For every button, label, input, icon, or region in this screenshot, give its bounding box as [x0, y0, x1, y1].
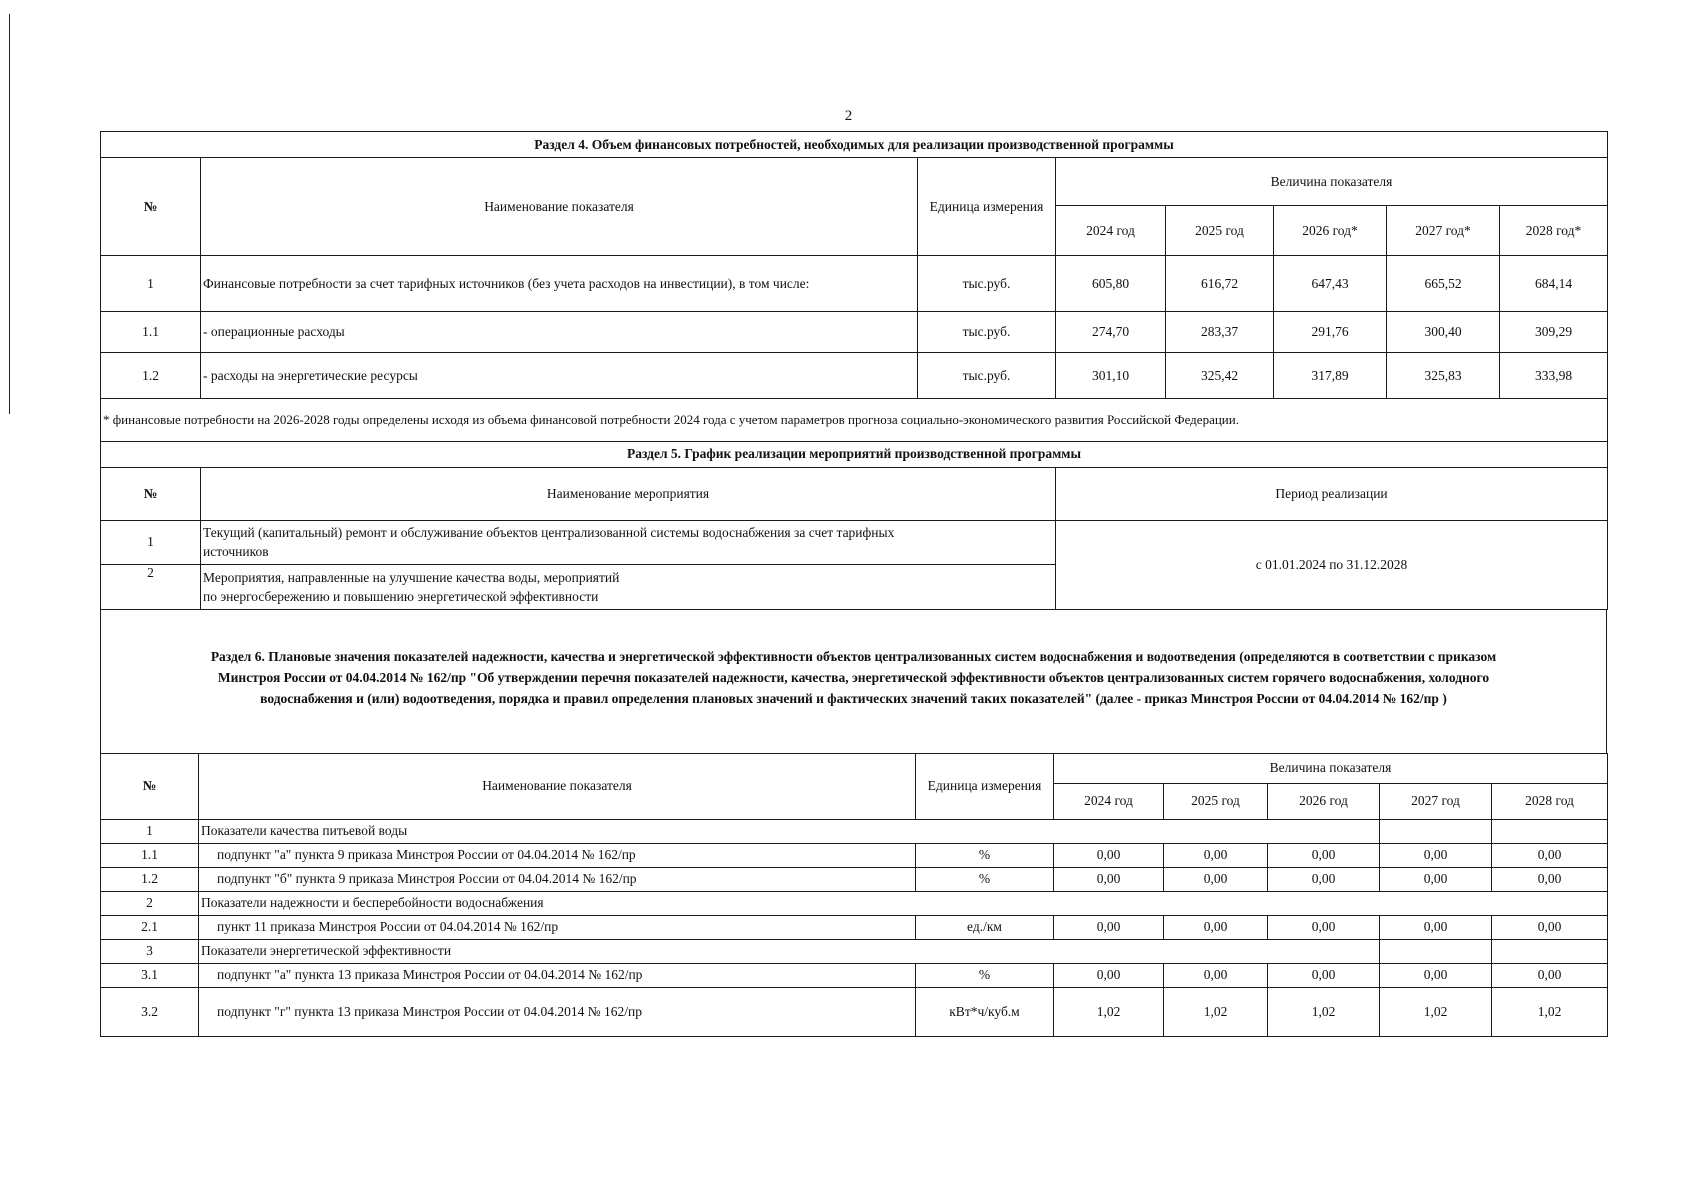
s6-value: 1,02	[1380, 987, 1492, 1036]
s4-value: 325,42	[1166, 353, 1274, 399]
s5-col-name: Наименование мероприятия	[201, 467, 1056, 520]
s6-row-unit: %	[916, 867, 1054, 891]
s4-value: 274,70	[1056, 312, 1166, 353]
s4-col-value: Величина показателя	[1056, 158, 1608, 206]
s5-row-name	[201, 564, 1056, 609]
s6-year: 2025 год	[1164, 783, 1268, 819]
s6-row-name: подпункт "б" пункта 9 приказа Минстроя России от 04.04.2014 № 162/пр	[199, 867, 916, 891]
s6-value: 0,00	[1492, 843, 1608, 867]
table-row	[101, 915, 1608, 939]
s6-row-unit: ед./км	[916, 915, 1054, 939]
s4-footnote: * финансовые потребности на 2026-2028 годы определены исходя из объема финансовой потребности 2024 года с учетом параметров прогноза социально-экономического развития Российской Федерации.	[101, 399, 1608, 442]
s4-year: 2024 год	[1056, 206, 1166, 256]
group-row	[101, 819, 1608, 843]
section5-table	[100, 441, 1608, 610]
s6-year: 2026 год	[1268, 783, 1380, 819]
s4-row-name: Финансовые потребности за счет тарифных источников (без учета расходов на инвестиции), в том числе:	[201, 256, 918, 312]
group-row	[101, 939, 1608, 963]
s6-value: 0,00	[1268, 843, 1380, 867]
s6-row-name: пункт 11 приказа Минстроя России от 04.04.2014 № 162/пр	[199, 915, 916, 939]
s6-row-no: 3.1	[101, 963, 199, 987]
s6-value: 1,02	[1268, 987, 1380, 1036]
table-row	[101, 843, 1608, 867]
s5-col-period: Период реализации	[1056, 467, 1608, 520]
s6-col-no: №	[101, 753, 199, 819]
table-row	[101, 353, 1608, 399]
s4-value: 317,89	[1274, 353, 1387, 399]
s4-value: 309,29	[1500, 312, 1608, 353]
table-row	[101, 963, 1608, 987]
s5-row-name-line: источников	[203, 544, 269, 559]
s4-year: 2026 год*	[1274, 206, 1387, 256]
s6-row-no: 3.2	[101, 987, 199, 1036]
section6-title-line: водоснабжения и (или) водоотведения, порядка и правил определения плановых значений и фактических значений таких показателей" (далее - приказ Минстроя России от 04.04.2014 № 162/пр )	[260, 690, 1447, 706]
s6-value: 0,00	[1492, 963, 1608, 987]
s4-col-name: Наименование показателя	[201, 158, 918, 256]
s5-row-name-line: Мероприятия, направленные на улучшение качества воды, мероприятий	[203, 569, 620, 585]
table-row	[101, 256, 1608, 312]
s6-year: 2027 год	[1380, 783, 1492, 819]
group-row	[101, 891, 1608, 915]
s6-value: 0,00	[1380, 915, 1492, 939]
s6-value: 0,00	[1164, 963, 1268, 987]
s4-col-unit: Единица измерения	[918, 158, 1056, 256]
s4-col-no: №	[101, 158, 201, 256]
section5-title: Раздел 5. График реализации мероприятий производственной программы	[101, 441, 1608, 467]
document	[100, 131, 1607, 1037]
s6-value: 0,00	[1492, 867, 1608, 891]
table-row	[101, 987, 1608, 1036]
section6-title	[100, 610, 1607, 753]
s6-row-no: 1.2	[101, 867, 199, 891]
s6-value: 0,00	[1164, 867, 1268, 891]
s5-col-no: №	[101, 467, 201, 520]
s4-row-name: - расходы на энергетические ресурсы	[201, 353, 918, 399]
s4-row-no: 1	[101, 256, 201, 312]
s6-value: 0,00	[1268, 915, 1380, 939]
s4-value: 665,52	[1387, 256, 1500, 312]
s4-row-unit: тыс.руб.	[918, 256, 1056, 312]
s6-value: 0,00	[1492, 915, 1608, 939]
s6-group-name: Показатели надежности и бесперебойности водоснабжения	[199, 891, 1608, 915]
table-row	[101, 520, 1608, 564]
s6-group-no: 1	[101, 819, 199, 843]
s4-row-unit: тыс.руб.	[918, 353, 1056, 399]
s6-group-name: Показатели качества питьевой воды	[199, 819, 1380, 843]
s4-row-no: 1.1	[101, 312, 201, 353]
section6-title-line: Раздел 6. Плановые значения показателей надежности, качества и энергетической эффективности объектов централизованных систем водоснабжения и водоотведения (определяются в соответствии с приказом	[210, 648, 1497, 664]
s6-group-name: Показатели энергетической эффективности	[199, 939, 1380, 963]
s5-row-no: 2	[101, 564, 201, 609]
s6-value: 0,00	[1054, 915, 1164, 939]
s6-value: 1,02	[1164, 987, 1268, 1036]
s5-period: с 01.01.2024 по 31.12.2028	[1056, 520, 1608, 609]
s6-group-no: 3	[101, 939, 199, 963]
s4-row-no: 1.2	[101, 353, 201, 399]
s4-year: 2028 год*	[1500, 206, 1608, 256]
s4-value: 291,76	[1274, 312, 1387, 353]
s6-col-value: Величина показателя	[1054, 753, 1608, 783]
s4-row-name: - операционные расходы	[201, 312, 918, 353]
s4-year: 2027 год*	[1387, 206, 1500, 256]
s6-row-name: подпункт "а" пункта 13 приказа Минстроя России от 04.04.2014 № 162/пр	[199, 963, 916, 987]
s6-value: 1,02	[1054, 987, 1164, 1036]
s6-col-unit: Единица измерения	[916, 753, 1054, 819]
section4-table	[100, 131, 1608, 442]
s6-row-unit: кВт*ч/куб.м	[916, 987, 1054, 1036]
section6-table	[100, 753, 1608, 1037]
table-row	[101, 312, 1608, 353]
s6-value: 0,00	[1164, 915, 1268, 939]
s6-year: 2024 год	[1054, 783, 1164, 819]
s6-row-name: подпункт "г" пункта 13 приказа Минстроя России от 04.04.2014 № 162/пр	[199, 987, 916, 1036]
section4-title: Раздел 4. Объем финансовых потребностей, необходимых для реализации производственной программы	[101, 132, 1608, 158]
s6-value: 0,00	[1054, 867, 1164, 891]
s6-col-name: Наименование показателя	[199, 753, 916, 819]
s4-value: 283,37	[1166, 312, 1274, 353]
s6-value: 0,00	[1268, 963, 1380, 987]
s6-value: 0,00	[1054, 963, 1164, 987]
s6-value: 0,00	[1380, 867, 1492, 891]
s6-row-no: 1.1	[101, 843, 199, 867]
s4-row-unit: тыс.руб.	[918, 312, 1056, 353]
s4-value: 333,98	[1500, 353, 1608, 399]
s6-value: 0,00	[1054, 843, 1164, 867]
page-number: 2	[844, 108, 853, 124]
s4-year: 2025 год	[1166, 206, 1274, 256]
s6-row-unit: %	[916, 963, 1054, 987]
s4-value: 300,40	[1387, 312, 1500, 353]
margin-line	[9, 14, 10, 414]
s6-value: 0,00	[1380, 963, 1492, 987]
s5-row-name-line: Текущий (капитальный) ремонт и обслуживание объектов централизованной системы водоснабжения за счет тарифных	[203, 525, 895, 540]
s6-value: 0,00	[1268, 867, 1380, 891]
s5-row-name	[201, 520, 1056, 564]
s6-value: 0,00	[1380, 843, 1492, 867]
s5-row-no: 1	[101, 520, 201, 564]
s4-value: 647,43	[1274, 256, 1387, 312]
section6-title-line: Минстроя России от 04.04.2014 № 162/пр "Об утверждении перечня показателей надежности, качества, энергетической эффективности объектов централизованных систем горячего водоснабжения, холодного	[217, 669, 1490, 685]
s6-row-name: подпункт "а" пункта 9 приказа Минстроя России от 04.04.2014 № 162/пр	[199, 843, 916, 867]
s6-row-no: 2.1	[101, 915, 199, 939]
s6-year: 2028 год	[1492, 783, 1608, 819]
s4-value: 325,83	[1387, 353, 1500, 399]
s4-value: 301,10	[1056, 353, 1166, 399]
s5-row-name-line: по энергосбережению и повышению энергетической эффективности	[203, 588, 599, 604]
s6-group-no: 2	[101, 891, 199, 915]
s4-value: 684,14	[1500, 256, 1608, 312]
s6-value: 0,00	[1164, 843, 1268, 867]
s6-value: 1,02	[1492, 987, 1608, 1036]
s6-row-unit: %	[916, 843, 1054, 867]
s4-value: 605,80	[1056, 256, 1166, 312]
table-row	[101, 867, 1608, 891]
s4-value: 616,72	[1166, 256, 1274, 312]
